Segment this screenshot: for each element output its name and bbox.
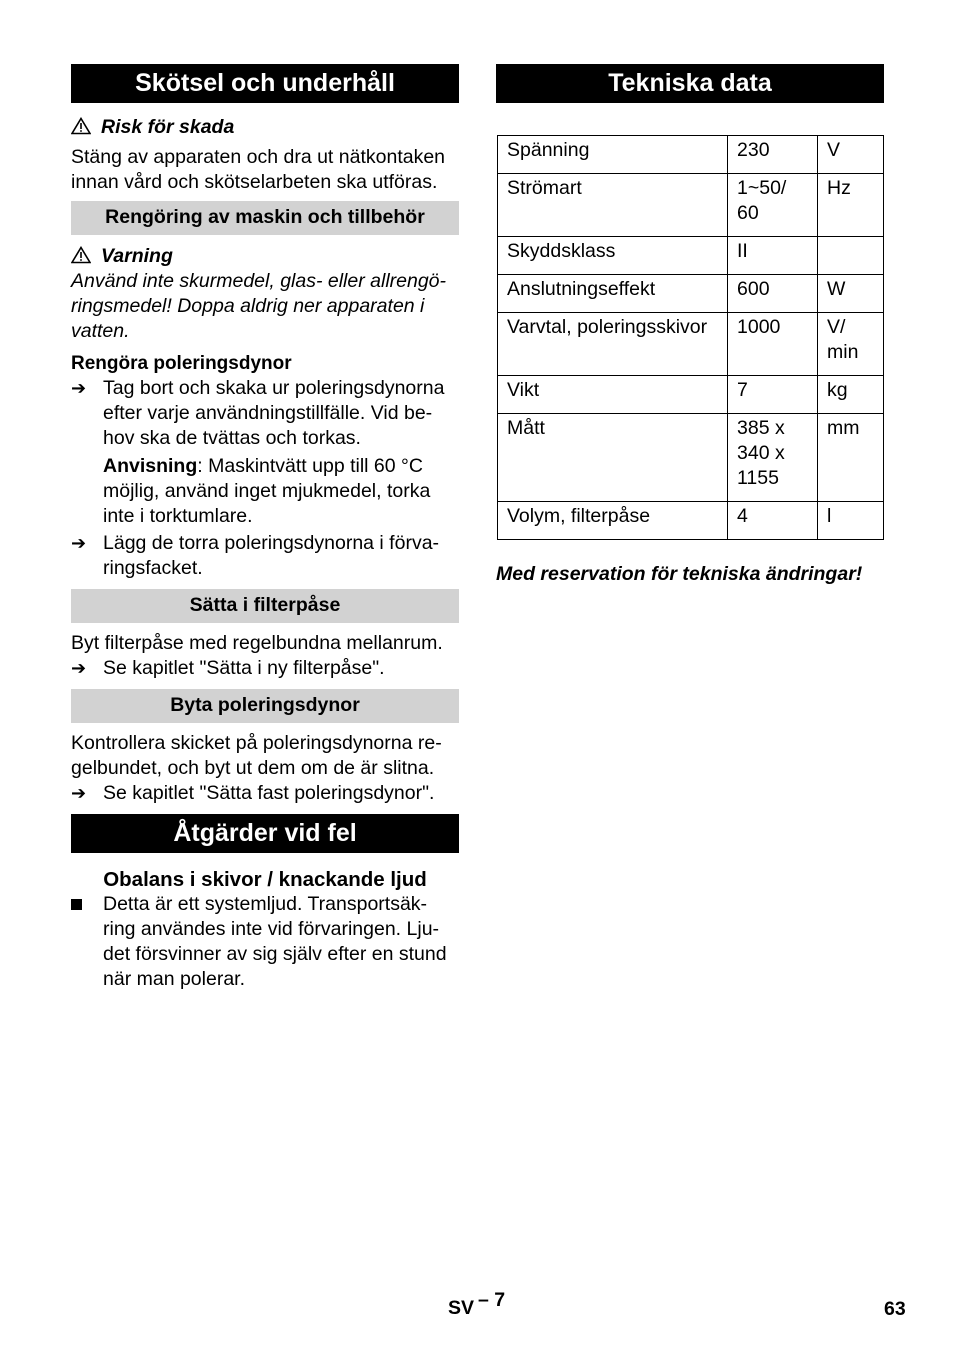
right-column xyxy=(496,64,884,587)
table-cell-label: Varvtal, poleringsskivor xyxy=(498,313,728,376)
table-cell-value: 7 xyxy=(728,376,818,414)
section-heading-faults: Åtgärder vid fel xyxy=(71,814,459,853)
filter-text: Byt filterpåse med regelbundna mellanrum. xyxy=(71,632,443,654)
table-cell-value: 385 x 340 x 1155 xyxy=(728,414,818,502)
replace-text: Kontrollera skicket på poleringsdynorna re-gelbundet, och byt ut dem om de är slitna. xyxy=(71,732,442,779)
table-cell-unit: mm xyxy=(818,414,884,502)
table-cell-label: Anslutningseffekt xyxy=(498,275,728,313)
table-row xyxy=(498,502,884,540)
footer-section-number: – 7 xyxy=(478,1289,506,1311)
table-cell-unit: W xyxy=(818,275,884,313)
table-row xyxy=(498,136,884,174)
table-cell-label: Skyddsklass xyxy=(498,237,728,275)
table-row xyxy=(498,174,884,237)
table-row xyxy=(498,275,884,313)
page-number: 63 xyxy=(884,1298,906,1320)
table-cell-value: 1000 xyxy=(728,313,818,376)
risk-title-text: Risk för skada xyxy=(101,116,235,138)
subheading-clean-pads: Rengöra poleringsdynor xyxy=(71,353,292,374)
table-cell-unit: l xyxy=(818,502,884,540)
subheading-cleaning: Rengöring av maskin och tillbehör xyxy=(71,201,459,235)
note-text: : Maskintvätt upp till 60 °C möjlig, använd inget mjukmedel, torka inte i torktumlare. xyxy=(103,455,431,527)
table-cell-unit: kg xyxy=(818,376,884,414)
table-row xyxy=(498,376,884,414)
arrow-right-icon: ➔ xyxy=(71,378,87,398)
fault-title: Obalans i skivor / knackande ljud xyxy=(103,868,427,891)
table-cell-unit: V xyxy=(818,136,884,174)
risk-title xyxy=(71,115,459,140)
left-column xyxy=(71,64,459,992)
risk-text: Stäng av apparaten och dra ut nätkontaken innan vård och skötselarbeten ska utföras. xyxy=(71,146,446,193)
table-cell-label: Mått xyxy=(498,414,728,502)
arrow-right-icon: ➔ xyxy=(71,783,87,803)
reservation-note: Med reservation för tekniska ändringar! xyxy=(496,563,863,585)
arrow-right-icon: ➔ xyxy=(71,658,87,678)
note-label: Anvisning xyxy=(103,455,198,477)
table-cell-label: Spänning xyxy=(498,136,728,174)
table-row xyxy=(498,414,884,502)
table-cell-value: 230 xyxy=(728,136,818,174)
square-bullet-icon xyxy=(71,892,95,917)
tech-data-table xyxy=(497,135,884,540)
table-row xyxy=(498,313,884,376)
table-cell-unit: V/ min xyxy=(818,313,884,376)
footer-lang: SV xyxy=(448,1297,475,1319)
table-cell-unit xyxy=(818,237,884,275)
subheading-filter: Sätta i filterpåse xyxy=(71,589,459,623)
table-cell-label: Vikt xyxy=(498,376,728,414)
table-cell-label: Volym, filterpåse xyxy=(498,502,728,540)
warning-text: Använd inte skurmedel, glas- eller allrengö-ringsmedel! Doppa aldrig ner apparaten i vatten. xyxy=(71,270,447,342)
list-item: Detta är ett systemljud. Transportsäk-ring användes inte vid förvaringen. Lju-det försvinner av sig själv efter en stund när man polerar. xyxy=(71,892,459,992)
arrow-right-icon: ➔ xyxy=(71,533,87,553)
warning-triangle-icon xyxy=(71,246,91,264)
warning-triangle-icon xyxy=(71,117,91,135)
list-item: ➔ Se kapitlet "Sätta fast poleringsdynor". xyxy=(71,782,435,804)
list-item: ➔ Se kapitlet "Sätta i ny filterpåse". xyxy=(71,657,385,679)
section-heading-care: Skötsel och underhåll xyxy=(71,64,459,103)
table-cell-value: 4 xyxy=(728,502,818,540)
list-item: ➔ Lägg de torra poleringsdynorna i förva-ringsfacket. xyxy=(71,532,440,579)
list-item: ➔ Tag bort och skaka ur poleringsdynorna efter varje användningstillfälle. Vid be-hov ska de tvättas och torkas. xyxy=(71,377,445,449)
section-heading-tech: Tekniska data xyxy=(496,64,884,103)
subheading-replace-pads: Byta poleringsdynor xyxy=(71,689,459,723)
table-cell-unit: Hz xyxy=(818,174,884,237)
pads-note xyxy=(71,454,459,529)
table-row xyxy=(498,237,884,275)
table-cell-value: 600 xyxy=(728,275,818,313)
table-cell-value: II xyxy=(728,237,818,275)
footer-section xyxy=(448,1289,506,1320)
warning-title-text: Varning xyxy=(101,245,173,267)
table-cell-label: Strömart xyxy=(498,174,728,237)
warning-title xyxy=(71,244,459,269)
table-cell-value: 1~50/ 60 xyxy=(728,174,818,237)
